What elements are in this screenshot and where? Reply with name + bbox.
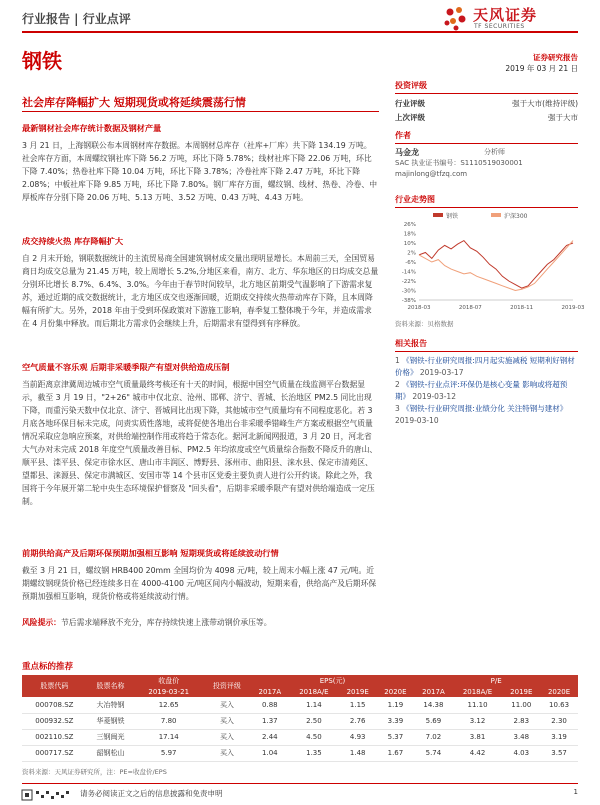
analyst-email[interactable]: majinlong@tfzq.com (395, 170, 468, 178)
related-report-title[interactable]: 《钢铁-行业点评:环保仍是核心变量 影响或将超预期》 (395, 380, 568, 401)
table-cell: 002110.SZ (22, 729, 87, 745)
col-eps-2019: 2019E (339, 686, 377, 697)
table-cell: 000717.SZ (22, 745, 87, 761)
rating-value: 强于大市(维持评级) (512, 99, 578, 108)
related-report-date: 2019-03-12 (412, 392, 456, 401)
table-cell: 3.12 (453, 713, 503, 729)
legend-label: 钢铁 (446, 213, 459, 220)
analyst-heading: 作者 (395, 130, 578, 144)
related-report-title[interactable]: 《钢铁-行业研究周报:业绩分化 关注特钢与建材》 (402, 404, 568, 413)
col-eps-2018: 2018A/E (289, 686, 339, 697)
related-report-title[interactable]: 《钢铁-行业研究周报:四月起实施减税 短期利好钢材价格》 (395, 356, 575, 377)
col-eps-2020: 2020E (377, 686, 415, 697)
y-tick-label: 26% (403, 222, 416, 228)
col-price: 收盘价 (134, 675, 203, 686)
y-tick-label: 18% (403, 231, 416, 238)
y-tick-label: -38% (401, 298, 416, 304)
rating-label: 行业评级 (395, 99, 425, 108)
table-cell: 4.42 (453, 745, 503, 761)
report-subtitle: 社会库存降幅扩大 短期现货或将延续震荡行情 (22, 96, 246, 109)
trend-chart-svg (395, 210, 585, 320)
col-name: 股票名称 (87, 675, 134, 697)
col-code: 股票代码 (22, 675, 87, 697)
table-cell: 1.37 (251, 713, 289, 729)
risk-text: 节后需求端释放不充分，库存持续快速上涨带动钢价承压等。 (60, 618, 272, 627)
footer-disclaimer: 请务必阅读正文之后的信息披露和免责申明 (80, 789, 223, 798)
table-cell: 买入 (203, 729, 250, 745)
table-cell: 3.19 (540, 729, 578, 745)
analyst-sac: SAC 执业证书编号：S1110519030001 (395, 159, 523, 167)
related-report-date: 2019-03-17 (419, 368, 464, 377)
paragraph: 自 2 月末开始，钢联数据统计的主流贸易商全国建筑钢材成交量出现明显增长。本周前三天，全国贸易商日均成交总量为 21.45 万吨，较上周增长 5.2%,分地区来看，南方、北方、华东地区的日均成交总量分别环比增长 8.7%、6.4%、3.0%。今年由于春节时间较早，北方地区前期受气温影响了下游需求复苏，通过近期的成交数据统计，北方地区成交也逐渐回暖，近期成交持续火热带动库存下降，且本周降幅有所扩大。另外，2018 年由于受到环保政策对下游施工影响，春季复工整体晚于今年，并造成需求在 4 月份集中释放。而后期北方需求仍会继续上升，后期需求有望得到有序释放。 (22, 254, 379, 328)
rating-panel (395, 80, 578, 125)
prev-rating-value: 强于大市 (548, 113, 578, 122)
paragraph: 3 月 21 日，上海钢联公布本周钢材库存数据。本周钢材总库存（社库+厂库）共下降 134.19 万吨。社会库存方面，本周螺纹钢社库下降 56.2 万吨，环比下降 5.78%；线材社库下降 22.06 万吨，环比下降 7.40%；热卷社库下降 10.04 万吨，环比下降 3.78%；冷卷社库下降 2.47 万吨，环比下降 2.08%；中板社库下降 9.85 万吨，环比下降 7.80%。钢厂库存方面，螺纹钢、线材、热卷、冷卷、中厚板库存分别下降 20.06 万吨、5.13 万吨、3.52 万吨、0.43 万吨、4.43 万吨。 (22, 141, 378, 202)
table-cell: 三钢闽光 (87, 729, 134, 745)
y-tick-label: -22% (401, 279, 416, 285)
table-title: 重点标的推荐 (22, 662, 74, 672)
table-cell: 10.63 (540, 697, 578, 713)
page-number: 1 (573, 788, 578, 796)
prev-rating-row (395, 111, 578, 125)
table-cell: 17.14 (134, 729, 203, 745)
table-cell: 0.88 (251, 697, 289, 713)
table-cell: 3.48 (502, 729, 540, 745)
section-body (22, 378, 379, 514)
related-report-item[interactable] (395, 403, 578, 427)
report-category: 行业报告 | 行业点评 (22, 12, 131, 26)
rating-row (395, 97, 578, 111)
section-heading: 成交持续火热 库存降幅扩大 (22, 236, 124, 246)
x-tick-label: 2018-03 (407, 305, 431, 311)
logo-text-en: TF SECURITIES (474, 23, 525, 30)
col-pe: P/E (414, 675, 578, 686)
report-org: 证券研究报告 (533, 53, 578, 62)
series-line-1 (419, 241, 573, 291)
table-cell: 1.67 (377, 745, 415, 761)
analyst-info (395, 147, 578, 180)
section-heading: 最新钢材社会库存统计数据及钢材产量 (22, 123, 162, 133)
x-tick-label: 2019-03 (561, 305, 585, 311)
table-cell: 11.00 (502, 697, 540, 713)
table-row (22, 729, 578, 745)
rating-heading: 投资评级 (395, 80, 578, 94)
table-cell: 大冶特钢 (87, 697, 134, 713)
table-cell: 1.15 (339, 697, 377, 713)
col-pe-2018: 2018A/E (453, 686, 503, 697)
risk-label: 风险提示： (22, 618, 61, 627)
section-heading: 前期供给高产及后期环保预期加强相互影响 短期现货或将延续波动行情 (22, 548, 279, 558)
subtitle-rule (22, 111, 379, 112)
table-row (22, 697, 578, 713)
logo-text-cn: 天风证券 (473, 6, 538, 24)
section-body (22, 564, 379, 609)
table-row (22, 713, 578, 729)
col-eps-2017: 2017A (251, 686, 289, 697)
related-report-item[interactable] (395, 355, 578, 379)
table-source: 资料来源：天风证券研究所，注：PE=收盘价/EPS (22, 768, 167, 776)
table-cell: 3.39 (377, 713, 415, 729)
table-row (22, 745, 578, 761)
footer-rule (22, 783, 578, 784)
table-cell: 1.14 (289, 697, 339, 713)
table-cell: 2.50 (289, 713, 339, 729)
x-tick-label: 2018-11 (510, 305, 534, 311)
section-body (22, 252, 379, 336)
y-tick-label: -6% (405, 260, 416, 266)
table-cell: 12.65 (134, 697, 203, 713)
related-panel (395, 338, 578, 427)
page-title: 钢铁 (22, 49, 62, 73)
table-cell: 买入 (203, 745, 250, 761)
related-report-date: 2019-03-10 (395, 416, 439, 425)
analyst-role: 分析师 (484, 148, 505, 156)
legend-swatch (433, 213, 443, 217)
table-cell: 1.48 (339, 745, 377, 761)
table-cell: 2.76 (339, 713, 377, 729)
table-cell: 4.03 (502, 745, 540, 761)
table-cell: 7.80 (134, 713, 203, 729)
related-report-num: 3 (395, 404, 400, 413)
table-cell: 2.44 (251, 729, 289, 745)
table-cell: 华菱钢铁 (87, 713, 134, 729)
table-cell: 2.30 (540, 713, 578, 729)
trend-heading: 行业走势图 (395, 194, 578, 208)
table-cell: 14.38 (414, 697, 452, 713)
related-report-item[interactable] (395, 379, 578, 403)
table-cell: 4.50 (289, 729, 339, 745)
table-cell: 买入 (203, 697, 250, 713)
col-pe-2020: 2020E (540, 686, 578, 697)
table-cell: 4.93 (339, 729, 377, 745)
risk-note (22, 617, 272, 628)
table-cell: 000932.SZ (22, 713, 87, 729)
recommendation-table (22, 675, 578, 762)
x-tick-label: 2018-07 (458, 305, 482, 311)
col-eps: EPS(元) (251, 675, 415, 686)
section-heading: 空气质量不容乐观 后期非采暖季限产有望对供给造成压制 (22, 362, 230, 372)
col-price-date: 2019-03-21 (134, 686, 203, 697)
series-line-0 (419, 241, 573, 289)
table-cell: 韶钢松山 (87, 745, 134, 761)
y-tick-label: -30% (401, 288, 416, 295)
related-heading: 相关报告 (395, 338, 578, 352)
section-body (22, 139, 379, 210)
col-pe-2019: 2019E (502, 686, 540, 697)
table-cell: 000708.SZ (22, 697, 87, 713)
header-rule (22, 31, 578, 33)
analyst-name: 马金龙 (395, 148, 419, 157)
table-cell: 5.74 (414, 745, 452, 761)
table-cell: 5.37 (377, 729, 415, 745)
y-tick-label: 2% (407, 250, 416, 257)
table-cell: 5.97 (134, 745, 203, 761)
legend-swatch (491, 213, 501, 217)
y-tick-label: -14% (401, 269, 416, 276)
related-report-num: 1 (395, 356, 400, 365)
legend-label: 沪深300 (504, 213, 528, 220)
trend-panel (395, 194, 578, 211)
report-date: 2019 年 03 月 21 日 (505, 64, 578, 73)
table-cell: 5.69 (414, 713, 452, 729)
col-pe-2017: 2017A (414, 686, 452, 697)
paragraph: 截至 3 月 21 日，螺纹钢 HRB400 20mm 全国均价为 4098 元/吨，较上周末小幅上涨 47 元/吨。近期螺纹钢现货价格已经连续多日在 4000-4100 元/吨区间内小幅波动，短期来看，供给高产及后期环保预期加强相互影响，现货价格或将延续波动行情。 (22, 566, 377, 601)
table-cell: 1.19 (377, 697, 415, 713)
y-tick-label: 10% (403, 241, 416, 247)
footer-qr-icon (22, 786, 74, 798)
col-rating: 投资评级 (203, 675, 250, 697)
table-cell: 2.83 (502, 713, 540, 729)
table-cell: 1.04 (251, 745, 289, 761)
trend-source: 资料来源：贝格数据 (395, 320, 454, 328)
table-cell: 1.35 (289, 745, 339, 761)
related-report-num: 2 (395, 380, 400, 389)
table-cell: 7.02 (414, 729, 452, 745)
table-cell: 3.81 (453, 729, 503, 745)
table-cell: 3.57 (540, 745, 578, 761)
analyst-panel (395, 130, 578, 180)
table-cell: 买入 (203, 713, 250, 729)
industry-trend-chart (395, 210, 585, 330)
prev-rating-label: 上次评级 (395, 113, 425, 122)
logo-mark-icon (441, 4, 469, 32)
table-cell: 11.10 (453, 697, 503, 713)
tf-securities-logo (441, 4, 581, 32)
paragraph: 当前距离京津冀周边城市空气质量最终考核还有十天的时间，根据中国空气质量在线监测平台数据显示，截至 3 月 19 日，"2+26" 城市中仅北京、沧州、邯郸、济宁、晋城、长治地区 PM2.5 同比出现下降，而重污染天数中仅北京、济宁、晋城同比出现下降，其他城市空气质量均有不同程度恶化。若 3 月底各地环保目标未完成，问责实质性落地，或将促使各地出台非采暖季错峰生产方案或根据空气质量情况采取应急响应预案，对供给端控制作用或将趋于常态化。据河北新闻网报道，3 月 20 日，河北省大气办对未完成 2018 年度空气质量改善目标、PM2.5 年均浓度或空气质量综合指数不降反升的唐山、顺平县、滦平县、保定市徐水区、唐山市丰润区、博野县、涿州市、曲阳县、涞水县、保定市清苑区、望都县、涞源县、保定市满城区、安国市等 14 个县市区党委主要负责人进行公开约谈。除此之外，我国将于今年展开第二轮中央生态环境保护督察及 "回头看"，后期非采暖季限产有望对供给端造成一定压制。 (22, 380, 378, 506)
